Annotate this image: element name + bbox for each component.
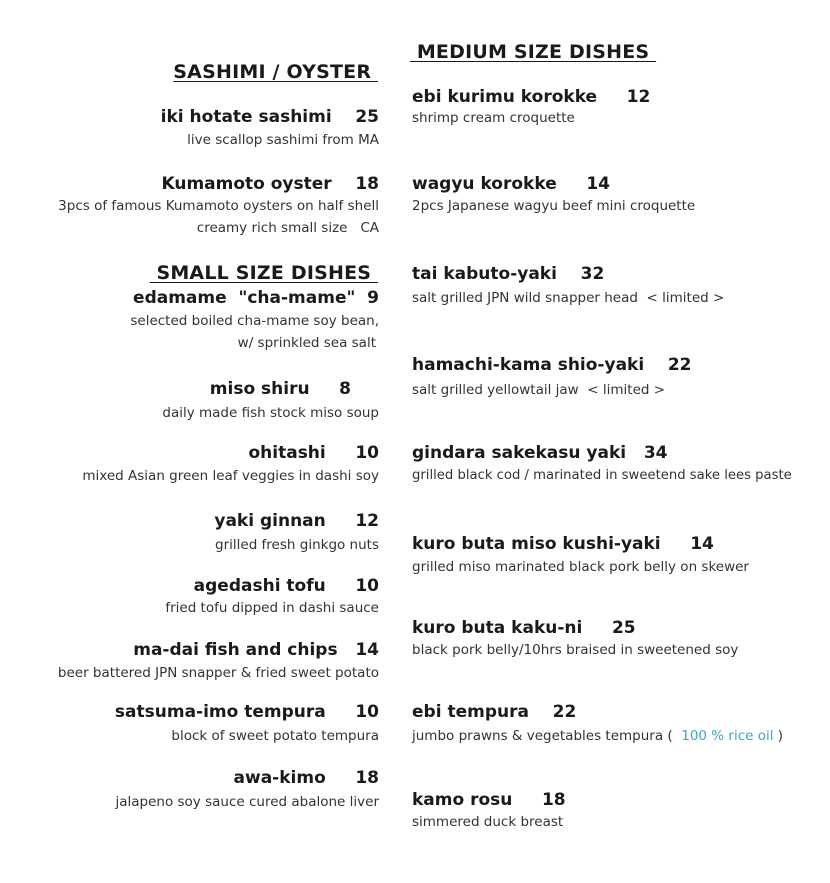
menu-item-title: iki hotate sashimi 25 (160, 107, 379, 127)
menu-item-description: block of sweet potato tempura (171, 728, 379, 744)
menu-item-description: simmered duck breast (412, 814, 564, 830)
menu-item-description: black pork belly/10hrs braised in sweetened soy (412, 642, 739, 658)
menu-item-title: ohitashi 10 (248, 443, 379, 463)
menu-item-title: kamo rosu 18 (412, 790, 566, 810)
menu-item-description: beer battered JPN snapper & fried sweet potato (57, 665, 379, 681)
medium-size-dishes-heading: MEDIUM SIZE DISHES (410, 41, 657, 63)
menu-item-title: miso shiru 8 (209, 379, 351, 399)
sashimi-oyster-heading: SASHIMI / OYSTER (173, 61, 378, 83)
description-text-tail: ) (777, 728, 784, 744)
menu-item-title: wagyu korokke 14 (412, 174, 610, 194)
menu-item-title: kuro buta miso kushi-yaki 14 (412, 534, 714, 554)
menu-item-title: satsuma-imo tempura 10 (114, 702, 379, 722)
menu-item-title: ma-dai fish and chips 14 (133, 640, 379, 660)
menu-item-description: daily made fish stock miso soup (162, 405, 379, 421)
menu-item-description: selected boiled cha-mame soy bean, (130, 313, 379, 329)
rice-oil-highlight: 100 % rice oil (676, 728, 778, 744)
menu-item-description: salt grilled JPN wild snapper head < limited > (412, 290, 725, 306)
menu-item-title: edamame "cha-mame" 9 (133, 288, 379, 308)
menu-item-description: mixed Asian green leaf veggies in dashi soy (82, 468, 379, 484)
menu-item-description: 2pcs Japanese wagyu beef mini croquette (412, 198, 696, 214)
menu-item-title: tai kabuto-yaki 32 (412, 264, 605, 284)
menu-item-title: Kumamoto oyster 18 (161, 174, 379, 194)
menu-item-title: awa-kimo 18 (233, 768, 379, 788)
menu-item-description: grilled black cod / marinated in sweetend sake lees paste (412, 468, 792, 483)
menu-item-title: agedashi tofu 10 (193, 576, 379, 596)
small-size-dishes-heading: SMALL SIZE DISHES (149, 262, 378, 284)
description-text: jumbo prawns & vegetables tempura ( (412, 728, 677, 744)
menu-item-title: ebi kurimu korokke 12 (412, 87, 651, 107)
menu-item-description: creamy rich small size CA (196, 220, 379, 236)
menu-item-description: jalapeno soy sauce cured abalone liver (115, 794, 379, 810)
menu-item-description: fried tofu dipped in dashi sauce (165, 600, 379, 616)
menu-item-title: kuro buta kaku-ni 25 (412, 618, 636, 638)
menu-item-description: 3pcs of famous Kumamoto oysters on half shell (58, 198, 379, 214)
menu-item-title: yaki ginnan 12 (214, 511, 379, 531)
menu-item-description: grilled fresh ginkgo nuts (215, 537, 379, 553)
menu-item-description: w/ sprinkled sea salt (237, 335, 376, 351)
menu-item-title: gindara sakekasu yaki 34 (412, 443, 668, 463)
menu-item-description: salt grilled yellowtail jaw < limited > (412, 382, 666, 398)
menu-item-description: live scallop sashimi from MA (187, 132, 379, 148)
menu-item-description: grilled miso marinated black pork belly on skewer (412, 559, 749, 575)
menu-item-description (412, 728, 783, 744)
menu-item-title: hamachi-kama shio-yaki 22 (412, 355, 692, 375)
menu-item-description: shrimp cream croquette (412, 110, 575, 126)
menu-item-title: ebi tempura 22 (412, 702, 577, 722)
